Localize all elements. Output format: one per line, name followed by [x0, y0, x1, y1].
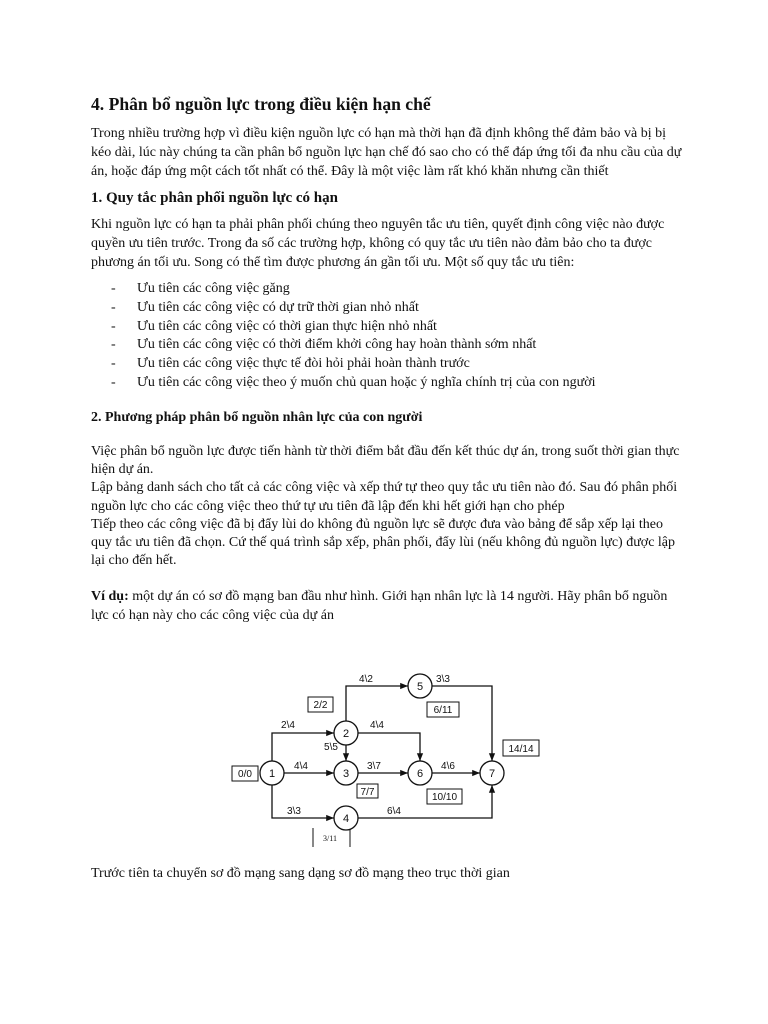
- method-line: Việc phân bổ nguồn lực được tiến hành từ thời điểm bắt đầu đến kết thúc dự án, trong suốt thời gian thực: [91, 444, 680, 459]
- priority-rule-text: Ưu tiên các công việc có thời điểm khởi công hay hoàn thành sớm nhất: [137, 337, 537, 353]
- node-2: [334, 721, 358, 745]
- node-label: 3: [342, 768, 350, 780]
- event-box-node-2: [308, 697, 333, 712]
- edge-label-2-5: 4\2: [359, 674, 373, 685]
- priority-rule-text: Ưu tiên các công việc thực tế đòi hỏi phải hoàn thành trước: [137, 356, 470, 372]
- network-diagram: [225, 665, 545, 855]
- list-bullet: -: [111, 337, 116, 353]
- node-5: [408, 674, 432, 698]
- priority-rules-list: [91, 280, 596, 393]
- node-label: 2: [342, 728, 350, 740]
- rules-line: quyền ưu tiên trước. Trong đa số các trường hợp, không có quy tắc ưu tiên nào đảm bảo cho ta được: [91, 236, 652, 251]
- event-box-node-6: [427, 789, 462, 804]
- example-label: Ví dụ:: [91, 589, 129, 604]
- rules-line: phương án tối ưu. Song có thể tìm được phương án gần tối ưu. Một số quy tắc ưu tiên:: [91, 255, 575, 270]
- list-bullet: -: [111, 356, 116, 372]
- event-box-node-1: [232, 766, 258, 781]
- rules-paragraph: [91, 215, 664, 272]
- priority-rule-item: [91, 318, 596, 337]
- node-label: 7: [488, 768, 496, 780]
- priority-rule-item: [91, 336, 596, 355]
- intro-paragraph: [91, 124, 681, 181]
- event-box-text: 0/0: [238, 769, 252, 780]
- node-6: [408, 761, 432, 785]
- example-first-line: [91, 587, 667, 606]
- event-box-text: 2/2: [313, 700, 328, 711]
- node-7: [480, 761, 504, 785]
- method-line: hiện dự án.: [91, 462, 154, 478]
- event-box-text: 7/7: [360, 787, 375, 798]
- edge-label-1-4: 3\3: [287, 806, 301, 817]
- edge-label-5-7: 3\3: [436, 674, 450, 685]
- edge-2-5: [346, 686, 408, 721]
- edge-label-4-7: 6\4: [387, 806, 401, 817]
- intro-line: kéo dài, lúc này chúng ta cần phân bổ nguồn lực hạn chế đó sao cho có thể đáp ứng tối đa nhu cầu của dự: [91, 145, 682, 160]
- closing-paragraph: Trước tiên ta chuyển sơ đồ mạng sang dạng sơ đồ mạng theo trục thời gian: [91, 866, 510, 881]
- method-paragraph: [91, 443, 679, 570]
- node-label: 1: [268, 768, 276, 780]
- priority-rule-text: Ưu tiên các công việc có thời gian thực hiện nhỏ nhất: [137, 318, 437, 334]
- edge-1-4: [272, 785, 334, 818]
- event-box-text: 14/14: [508, 744, 534, 755]
- event-box-node-7: [503, 740, 539, 756]
- list-bullet: -: [111, 374, 116, 390]
- priority-rule-text: Ưu tiên các công việc găng: [137, 281, 290, 296]
- list-bullet: -: [111, 281, 116, 296]
- priority-rule-text: Ưu tiên các công việc có dự trữ thời gian nhỏ nhất: [137, 299, 419, 315]
- event-box-text: 6/11: [433, 705, 453, 716]
- priority-rule-item: [91, 355, 596, 374]
- node-3: [334, 761, 358, 785]
- edge-label-3-6: 3\7: [367, 761, 381, 772]
- method-line: Lập bảng danh sách cho tất cả các công việc và xếp thứ tự theo quy tắc ưu tiên nào đó. Sau đó phân phối: [91, 480, 678, 496]
- section-title: 4. Phân bổ nguồn lực trong điều kiện hạn chế: [91, 94, 431, 114]
- edge-5-7: [432, 686, 492, 761]
- event-box-node-4: [313, 828, 350, 847]
- node-label: 4: [342, 813, 350, 825]
- edge-label-6-7: 4\6: [441, 761, 455, 772]
- intro-line: Trong nhiều trường hợp vì điều kiện nguồn lực có hạn mà thời hạn đã định không thể đảm bảo và bị bị: [91, 126, 667, 141]
- priority-rule-item: [91, 280, 596, 299]
- edge-label-2-3: 5\5: [324, 742, 338, 753]
- node-label: 6: [416, 768, 424, 780]
- list-bullet: -: [111, 318, 116, 334]
- example-text: một dự án có sơ đồ mạng ban đầu như hình. Giới hạn nhân lực là 14 người. Hãy phân bổ nguồn: [132, 589, 668, 604]
- event-box-text: 10/10: [431, 792, 458, 803]
- priority-rule-item: [91, 374, 596, 393]
- priority-rule-item: [91, 299, 596, 318]
- example-text: lực có hạn này cho các công việc của dự án: [91, 608, 334, 623]
- edge-label-2-6: 4\4: [370, 720, 384, 731]
- event-box-node-5: [427, 702, 459, 717]
- edge-label-1-2: 2\4: [281, 720, 295, 731]
- method-heading: 2. Phương pháp phân bổ nguồn nhân lực của con người: [91, 410, 423, 425]
- method-line: nguồn lực cho các công việc theo thứ tự ưu tiên đã lập đến khi hết giới hạn cho phép: [91, 498, 565, 514]
- rules-heading: 1. Quy tắc phân phối nguồn lực có hạn: [91, 190, 338, 206]
- event-box-node-3: [357, 784, 378, 798]
- priority-rule-text: Ưu tiên các công việc theo ý muốn chủ quan hoặc ý nghĩa chính trị của con người: [137, 374, 596, 390]
- node-4: [334, 806, 358, 830]
- event-box-text: 3/11: [323, 834, 337, 843]
- node-1: [260, 761, 284, 785]
- edge-2-6: [358, 733, 420, 761]
- edge-label-1-3: 4\4: [294, 761, 308, 772]
- rules-line: Khi nguồn lực có hạn ta phải phân phối chúng theo nguyên tắc ưu tiên, quyết định công việc nào được: [91, 217, 665, 232]
- node-label: 5: [416, 681, 424, 693]
- example-paragraph: [91, 587, 667, 625]
- intro-line: án, hoặc đáp ứng một cách tốt nhất có thể. Đây là một việc làm rất khó khăn nhưng cần thiết: [91, 164, 609, 179]
- list-bullet: -: [111, 299, 116, 315]
- method-line: quy tắc ưu tiên đã chọn. Cứ thế quá trình sắp xếp, phân phối, đẩy lùi (nếu không đủ nguồn lực) được lập: [91, 535, 676, 551]
- method-line: lại cho đến hết.: [91, 553, 177, 569]
- method-line: Tiếp theo các công việc đã bị đẩy lùi do không đủ nguồn lực sẽ được đưa vào bảng để sắp xếp lại theo: [91, 516, 664, 532]
